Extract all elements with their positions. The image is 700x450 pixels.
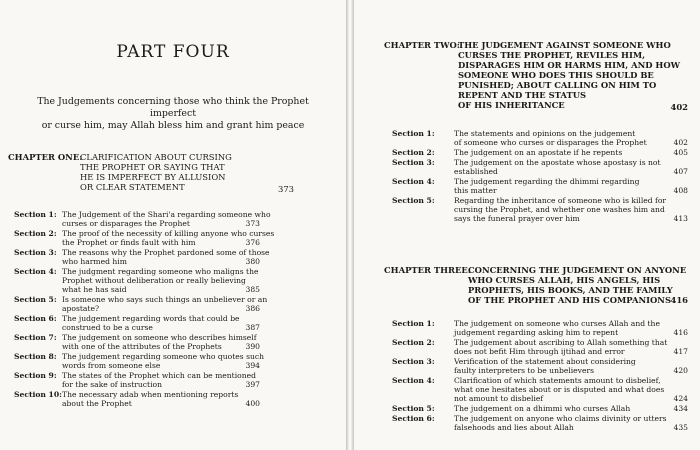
chapter-title-line: PUNISHED; ABOUT CALLING ON HIM TO (458, 80, 657, 90)
section-label: Section 9: (14, 371, 57, 380)
chapter-one-sections (14, 210, 275, 410)
toc-section-entry (14, 229, 275, 247)
section-title-line: Regarding the inheritance of someone who is killed for (454, 196, 667, 205)
chapter-three-sections (392, 319, 688, 447)
chapter-three-heading (384, 265, 688, 309)
toc-section-entry (392, 148, 688, 157)
toc-section-entry (14, 390, 260, 408)
section-page-number: 376 (245, 238, 260, 247)
section-title-line: who harmed him (62, 257, 127, 266)
section-label: Section 3: (392, 357, 435, 366)
chapter-title-line: OR CLEAR STATEMENT (80, 182, 185, 192)
chapter-title-line: PROPHETS, HIS BOOKS, AND THE FAMILY (468, 285, 673, 295)
section-label: Section 5: (392, 196, 435, 205)
section-title-line: The judgement about ascribing to Allah something that (454, 338, 668, 347)
section-title-line: what one hesitates about or is disputed and what does (454, 385, 665, 394)
section-title (62, 314, 240, 332)
section-title (62, 229, 274, 247)
chapter-page-number: 373 (278, 184, 294, 194)
section-page-number: 386 (245, 304, 260, 313)
toc-section-entry (392, 404, 688, 413)
section-page-number: 400 (245, 399, 260, 408)
section-title-line: the Prophet or finds fault with him (62, 238, 196, 247)
section-title (62, 295, 267, 313)
chapter-title-line: OF HIS INHERITANCE (458, 100, 565, 110)
part-title: PART FOUR (116, 42, 230, 62)
section-label: Section 2: (14, 229, 57, 238)
section-title-line: The judgement on the apostate whose apostasy is not (454, 158, 661, 167)
chapter-title-line: THE JUDGEMENT AGAINST SOMEONE WHO (458, 40, 671, 50)
section-page-number: 387 (245, 323, 260, 332)
section-label: Section 10: (14, 390, 62, 399)
chapter-title (468, 265, 686, 305)
section-title-line: curses or disparages the Prophet (62, 219, 190, 228)
section-title (454, 148, 622, 157)
section-title-line: judgement regarding asking him to repent (454, 328, 619, 337)
section-label: Section 3: (392, 158, 435, 167)
section-page-number: 402 (673, 138, 688, 147)
section-title (454, 404, 630, 413)
section-title (454, 177, 639, 195)
toc-section-entry (14, 371, 260, 389)
section-label: Section 5: (14, 295, 57, 304)
section-title (62, 248, 270, 266)
section-title-line: for the sake of instruction (62, 380, 162, 389)
chapter-two-heading (384, 40, 688, 112)
section-title-line: The reasons why the Prophet pardoned some of those (62, 248, 270, 257)
section-title-line: says the funeral prayer over him (454, 214, 580, 223)
section-label: Section 4: (392, 376, 435, 385)
section-page-number: 397 (245, 380, 260, 389)
right-page (354, 0, 700, 450)
section-label: Section 2: (392, 338, 435, 347)
section-page-number: 420 (673, 366, 688, 375)
chapter-title-line: REPENT AND THE STATUS (458, 90, 587, 100)
section-label: Section 1: (392, 129, 435, 138)
section-title (62, 390, 238, 408)
section-title-line: with one of the attributes of the Prophets (62, 342, 222, 351)
subtitle-line: The Judgements concerning those who think the Prophet imperfect (37, 96, 309, 119)
chapter-label: CHAPTER ONE: (8, 152, 83, 162)
section-title-line: The judgement regarding words that could be (62, 314, 240, 323)
section-title-line: Prophet without deliberation or really believing (62, 276, 246, 285)
section-label: Section 3: (14, 248, 57, 257)
section-title-line: apostate? (62, 304, 100, 313)
section-title-line: Is someone who says such things an unbeliever or an (62, 295, 268, 304)
section-page-number: 434 (673, 404, 688, 413)
section-title (62, 371, 256, 389)
left-page (0, 0, 346, 450)
section-title (454, 338, 667, 356)
section-title (454, 129, 647, 147)
section-page-number: 390 (245, 342, 260, 351)
section-title-line: words from someone else (62, 361, 161, 370)
section-label: Section 6: (392, 414, 435, 423)
section-title (454, 196, 666, 223)
section-title-line: The statements and opinions on the judgement (454, 129, 636, 138)
section-label: Section 4: (14, 267, 57, 276)
section-title-line: The judgement on someone who describes himself (62, 333, 257, 342)
section-title-line: construed to be a curse (62, 323, 153, 332)
section-title-line: The judgement on an apostate if he repents (454, 148, 623, 157)
section-title (454, 158, 661, 176)
section-page-number: 407 (673, 167, 688, 176)
section-title-line: Clarification of which statements amount to disbelief, (454, 376, 661, 385)
section-title-line: faulty interpreters to be unbelievers (454, 366, 594, 375)
chapter-title-line: CONCERNING THE JUDGEMENT ON ANYONE (468, 265, 687, 275)
toc-section-entry (14, 210, 271, 228)
chapter-two-sections (392, 129, 688, 229)
section-label: Section 1: (14, 210, 57, 219)
section-title-line: established (454, 167, 498, 176)
toc-section-entry (14, 333, 260, 351)
section-title (62, 267, 258, 294)
section-label: Section 5: (392, 404, 435, 413)
section-label: Section 4: (392, 177, 435, 186)
section-page-number: 408 (673, 186, 688, 195)
section-page-number: 416 (673, 328, 688, 337)
section-page-number: 380 (245, 257, 260, 266)
toc-section-entry (392, 129, 688, 147)
section-page-number: 435 (673, 423, 688, 432)
section-title-line: cursing the Prophet, and whether one washes him and (454, 205, 665, 214)
toc-section-entry (392, 196, 688, 223)
toc-section-entry (392, 177, 688, 195)
section-page-number: 373 (245, 219, 260, 228)
section-label: Section 6: (14, 314, 57, 323)
chapter-title (80, 152, 232, 192)
section-page-number: 394 (245, 361, 260, 370)
chapter-title-line: OF THE PROPHET AND HIS COMPANIONS (468, 295, 672, 305)
chapter-one-heading (8, 152, 294, 194)
section-title-line: what he has said (62, 285, 127, 294)
section-title-line: The judgement regarding someone who quotes such (62, 352, 264, 361)
section-title-line: The judgement on anyone who claims divinity or utters (454, 414, 667, 423)
part-subtitle (16, 96, 330, 132)
chapter-title (458, 40, 680, 110)
section-title-line: The states of the Prophet which can be mentioned (62, 371, 256, 380)
chapter-title-line: CLARIFICATION ABOUT CURSING (80, 152, 232, 162)
section-label: Section 7: (14, 333, 57, 342)
toc-section-entry (14, 352, 264, 370)
section-title (62, 352, 264, 370)
chapter-title-line: SOMEONE WHO DOES THIS SHOULD BE (458, 70, 654, 80)
section-title (454, 376, 664, 403)
section-title-line: not amount to disbelief (454, 394, 544, 403)
section-title-line: about the Prophet (62, 399, 132, 408)
section-title-line: falsehoods and lies about Allah (454, 423, 574, 432)
section-title-line: The Judgement of the Shari'a regarding someone who (62, 210, 271, 219)
toc-section-entry (14, 248, 270, 266)
chapter-title-line: DISPARAGES HIM OR HARMS HIM, AND HOW (458, 60, 681, 70)
section-title-line: The judgment regarding someone who maligns the (62, 267, 259, 276)
chapter-label: CHAPTER THREE: (384, 265, 471, 275)
toc-section-entry (14, 314, 260, 332)
section-title (454, 357, 636, 375)
section-title (62, 333, 257, 351)
section-label: Section 1: (392, 319, 435, 328)
toc-section-entry (392, 338, 688, 356)
section-title-line: Verification of the statement about considering (454, 357, 636, 366)
section-title-line: The judgement on someone who curses Allah and the (454, 319, 660, 328)
chapter-label: CHAPTER TWO: (384, 40, 460, 50)
section-title (454, 414, 667, 432)
section-title-line: The proof of the necessity of killing anyone who curses (62, 229, 275, 238)
section-page-number: 417 (673, 347, 688, 356)
subtitle-line: or curse him, may Allah bless him and grant him peace (41, 120, 305, 131)
section-page-number: 385 (245, 285, 260, 294)
section-title-line: of someone who curses or disparages the Prophet (454, 138, 647, 147)
chapter-title-line: THE PROPHET OR SAYING THAT (80, 162, 225, 172)
chapter-title-line: HE IS IMPERFECT BY ALLUSION (80, 172, 226, 182)
section-title (62, 210, 271, 228)
section-page-number: 405 (673, 148, 688, 157)
toc-section-entry (392, 357, 688, 375)
toc-section-entry (392, 414, 688, 432)
section-page-number: 413 (673, 214, 688, 223)
chapter-page-number: 416 (670, 295, 688, 305)
chapter-title-line: WHO CURSES ALLAH, HIS ANGELS, HIS (468, 275, 661, 285)
section-title-line: this matter (454, 186, 497, 195)
book-gutter (346, 0, 354, 450)
chapter-title-line: CURSES THE PROPHET, REVILES HIM, (458, 50, 646, 60)
toc-section-entry (392, 158, 688, 176)
section-title-line: The judgement on a dhimmi who curses Allah (454, 404, 631, 413)
toc-section-entry (392, 319, 688, 337)
toc-section-entry (392, 376, 688, 403)
toc-section-entry (14, 295, 268, 313)
section-title-line: does not befit Him through ijtihad and error (454, 347, 625, 356)
toc-section-entry (14, 267, 260, 294)
section-title-line: The necessary adab when mentioning reports (62, 390, 239, 399)
chapter-page-number: 402 (670, 102, 688, 112)
section-title-line: The judgement regarding the dhimmi regarding (454, 177, 640, 186)
section-label: Section 8: (14, 352, 57, 361)
section-page-number: 424 (673, 394, 688, 403)
section-label: Section 2: (392, 148, 435, 157)
section-title (454, 319, 660, 337)
